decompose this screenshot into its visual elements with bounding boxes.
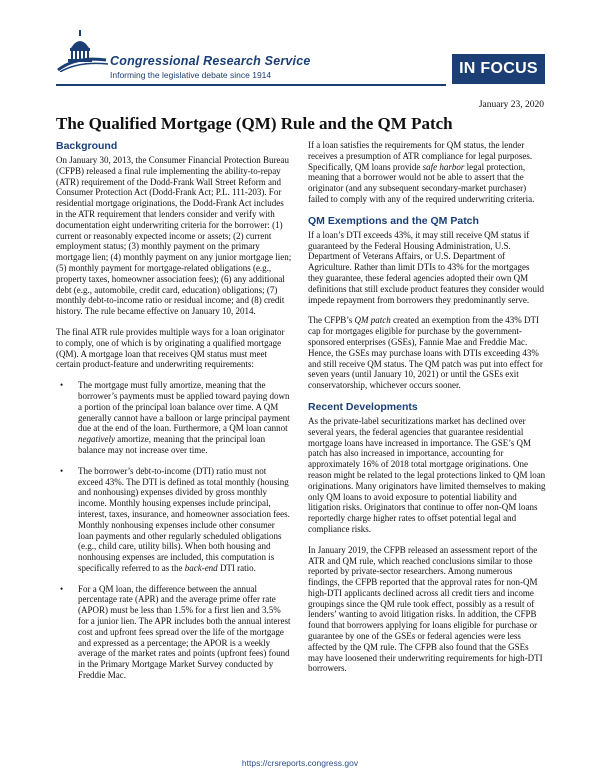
right-column (308, 140, 546, 684)
header-divider (56, 84, 446, 86)
bullet-text-part: DTI ratio. (217, 562, 256, 573)
bullet-emphasis: negatively (78, 434, 115, 445)
list-item (56, 380, 292, 456)
org-tagline: Informing the legislative debate since 1914 (110, 70, 272, 80)
qm-requirements-list (56, 380, 292, 681)
in-focus-badge: IN FOCUS (452, 54, 545, 84)
bullet-icon: • (60, 465, 64, 476)
background-heading: Background (56, 140, 118, 152)
emphasis-text: QM patch (354, 315, 391, 326)
text-part: The CFPB’s (308, 315, 355, 326)
bullet-text: For a QM loan, the difference between the annual percentage rate (APR) and the average prime offer rate (APOR) must be less than 1.5% for a first lien and 3.5% for a junior lien. The APR includes both the annual interest cost and upfront fees spread over the life of the mortgage and expressed as a percentage; the APOR is a weekly average of the market rates and points (upfront fees) found in the Primary Mortgage Market Survey conducted by Freddie Mac. (78, 583, 291, 681)
bullet-icon: • (60, 583, 64, 594)
report-date: January 23, 2020 (478, 100, 544, 110)
bullet-text-part: The mortgage must fully amortize, meaning that the borrower’s payments must be applied toward paying down a portion of the principal loan balance over time. A QM generally cannot have a balloon or large principal payment due at the end of the loan. Furthermore, a QM loan cannot (78, 380, 290, 434)
bullet-text-part: amortize, meaning that the principal loan balance may not increase over time. (78, 434, 266, 455)
text-part: legal protection, meaning that a borrower would not be able to assert that the originator (and any subsequent secondary-market purchaser) failed to comply with any of the required underwriting criteria. (308, 161, 535, 204)
recent-developments-paragraph: As the private-label securitizations market has declined over several years, the federal agencies that guarantee residential mortgage loans have increased in importance. The GSE’s QM patch has also increased in importance, accounting for approximately 16% of 2018 total mortgage originations. One reason might be related to the legal protections linked to QM loan originations. Many originators have limited themselves to making only QM loans to avoid exposure to potential liability and litigation risks. Originators that continue to offer non-QM loans reportedly charge higher rates to offset potential legal and compliance risks. (308, 415, 546, 534)
text-part: created an exemption from the 43% DTI cap for mortgages eligible for purchase by the government-sponsored enterprises (GSEs), Fannie Mae and Freddie Mac. Hence, the GSEs may purchase loans with DTIs exceeding 43% and still receive QM status. The QM patch was put into effect for seven years (until January 10, 2021) or until the GSEs exit conservatorship, whichever occurs sooner. (308, 315, 543, 391)
exemptions-heading: QM Exemptions and the QM Patch (308, 214, 479, 227)
assessment-paragraph: In January 2019, the CFPB released an assessment report of the ATR and QM rule, which reached conclusions similar to those reported by private-sector researchers. Among numerous findings, the CFPB reported that the approval rates for non-QM high-DTI applicants declined across all credit tiers and income groupings since the QM rule took effect, possibly as a result of lenders’ wanting to avoid litigation risks. In addition, the CFPB found that borrowers applying for loans eligible for purchase or guarantee by one of the GSEs or federal agencies were less affected by the QM rule. The CFPB also found that the GSEs may have loosened their underwriting requirements for high-DTI borrowers. (308, 544, 543, 674)
list-item (56, 584, 292, 681)
safe-harbor-paragraph (308, 140, 546, 205)
recent-developments-heading: Recent Developments (308, 400, 418, 413)
capitol-dome-icon (56, 30, 108, 72)
footer-link[interactable]: https://crsreports.congress.gov (241, 758, 359, 768)
page-title: The Qualified Mortgage (QM) Rule and the QM Patch (56, 114, 453, 133)
bullet-emphasis: back-end (184, 562, 218, 573)
text-part: If a loan satisfies the requirements for QM status, the lender receives a presumption of ATR compliance for legal purposes. Specifically, QM loans provide (308, 140, 533, 172)
org-name: Congressional Research Service (110, 54, 311, 68)
list-item (56, 466, 292, 574)
left-column (56, 140, 292, 691)
emphasis-text: safe harbor (422, 161, 465, 172)
qm-patch-paragraph (308, 315, 546, 391)
exemptions-paragraph: If a loan’s DTI exceeds 43%, it may still receive QM status if guaranteed by the Federal Housing Administration, U.S. Department of Veterans Affairs, or U.S. Department of Agriculture. Rather than limit DTIs to 43% for the mortgages they guarantee, these federal agencies adopted their own QM definitions that still exclude product features they consider would impede repayment from borrowers they predominantly serve. (308, 229, 544, 305)
bullet-text-part: The borrower’s debt-to-income (DTI) ratio must not exceed 43%. The DTI is defined as total monthly (housing and nonhousing) expenses divided by gross monthly income. Monthly housing expenses include principal, interest, taxes, insurance, and homeowner association fees. Monthly nonhousing expenses include other consumer loan payments and other regularly scheduled obligations (e.g., child care, utility bills). When both housing and nonhousing expenses are included, this computation is specifically referred to as the (78, 465, 290, 573)
bullet-icon: • (60, 380, 64, 391)
final-rule-paragraph: The final ATR rule provides multiple ways for a loan originator to comply, one of which is by originating a qualified mortgage (QM). A mortgage loan that receives QM status must meet certain product-feature and underwriting requirements: (56, 326, 285, 370)
background-paragraph: On January 30, 2013, the Consumer Financial Protection Bureau (CFPB) released a final rule implementing the ability-to-repay (ATR) requirement of the Dodd-Frank Wall Street Reform and Consumer Protection Act (Dodd-Frank Act; P.L. 111-203). For residential mortgage originations, the Dodd-Frank Act includes in the ATR requirement that lenders consider and verify with documentation eight underwriting criteria for the borrower: (1) current or reasonably expected income or assets; (2) current employment status; (3) monthly payment on the primary mortgage lien; (4) monthly payment on any junior mortgage lien; (5) monthly payment for mortgage-related obligations (e.g., property taxes, homeowner association fees); (6) any additional debt (e.g., automobile, credit card, education) obligations; (7) monthly debt-to-income ratio or residual income; and (8) credit history. The rule became effective on January 10, 2014. (56, 155, 292, 317)
